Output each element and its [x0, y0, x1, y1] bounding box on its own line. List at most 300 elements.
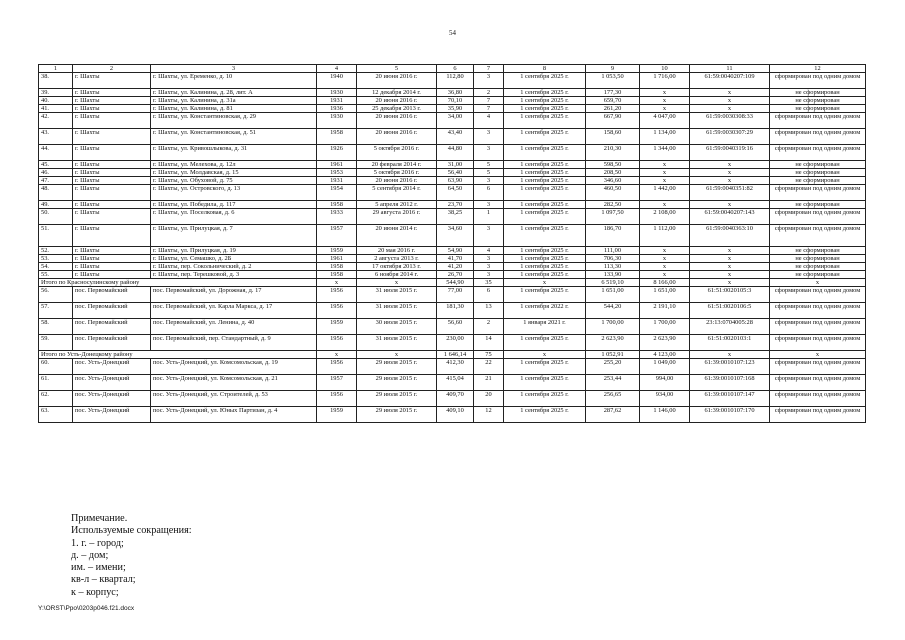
table-cell: 177,30	[586, 89, 640, 97]
column-header: 1	[39, 65, 73, 73]
table-cell: 1957	[317, 375, 357, 391]
table-cell: 50.	[39, 209, 73, 225]
total-cell: х	[357, 351, 437, 359]
table-cell: 544,20	[586, 303, 640, 319]
total-cell: х	[504, 279, 586, 287]
table-cell: 1956	[317, 335, 357, 351]
table-header-row	[39, 65, 866, 73]
table-cell: г. Шахты	[73, 209, 151, 225]
table-cell: пос. Усть-Донецкий	[73, 359, 151, 375]
table-cell: 1936	[317, 105, 357, 113]
table-cell: 253,44	[586, 375, 640, 391]
table-cell: 1953	[317, 169, 357, 177]
table-cell: 3	[474, 271, 504, 279]
table-cell: 1 сентября 2025 г.	[504, 129, 586, 145]
table-cell: г. Шахты, ул. Кривошлыкова, д. 31	[151, 145, 317, 161]
table-cell: 1 442,00	[640, 185, 690, 201]
table-cell: х	[640, 105, 690, 113]
table-cell: сформирован под одним домом	[770, 145, 866, 161]
table-cell: 36,80	[437, 89, 474, 97]
table-cell: 6	[474, 185, 504, 201]
table-cell: 1 651,00	[586, 287, 640, 303]
table-cell: 61:51:0020103:1	[690, 335, 770, 351]
table-cell: х	[640, 201, 690, 209]
table-cell: 1 сентября 2025 г.	[504, 185, 586, 201]
table-cell: 1940	[317, 73, 357, 89]
table-cell: г. Шахты, ул. Мелехова, д. 12л	[151, 161, 317, 169]
table-cell: 29 июля 2015 г.	[357, 407, 437, 423]
table-row	[39, 161, 866, 169]
table-cell: сформирован под одним домом	[770, 185, 866, 201]
table-cell: 22	[474, 359, 504, 375]
table-cell: пос. Первомайский, пер. Стандартный, д. 9	[151, 335, 317, 351]
table-cell: 41,70	[437, 255, 474, 263]
total-cell: х	[357, 279, 437, 287]
table-cell: г. Шахты, ул. Победила, д. 117	[151, 201, 317, 209]
table-row	[39, 263, 866, 271]
table-cell: 20 февраля 2014 г.	[357, 161, 437, 169]
table-cell: г. Шахты	[73, 247, 151, 255]
table-row	[39, 303, 866, 319]
notes-item: им. – имени;	[71, 562, 126, 574]
table-cell: 282,50	[586, 201, 640, 209]
notes-item: д. – дом;	[71, 549, 109, 561]
notes-item: кв-л – квартал;	[71, 574, 136, 586]
table-cell: 3	[474, 201, 504, 209]
table-cell: 31 июля 2015 г.	[357, 287, 437, 303]
table-cell: 43,40	[437, 129, 474, 145]
table-cell: х	[690, 105, 770, 113]
table-cell: 20 июня 2016 г.	[357, 73, 437, 89]
table-cell: 112,80	[437, 73, 474, 89]
table-cell: 29 июля 2015 г.	[357, 359, 437, 375]
table-cell: пос. Первомайский	[73, 335, 151, 351]
table-cell: 61:51:0020106:5	[690, 303, 770, 319]
table-cell: 186,70	[586, 225, 640, 247]
table-cell: не сформирован	[770, 97, 866, 105]
table-cell: г. Шахты	[73, 185, 151, 201]
table-cell: 61:39:0010107:170	[690, 407, 770, 423]
table-cell: г. Шахты	[73, 271, 151, 279]
table-cell: 64,50	[437, 185, 474, 201]
table-cell: 56,40	[437, 169, 474, 177]
table-cell: г. Шахты	[73, 105, 151, 113]
table-cell: 1956	[317, 359, 357, 375]
table-cell: не сформирован	[770, 89, 866, 97]
table-cell: 1958	[317, 263, 357, 271]
table-cell: х	[690, 263, 770, 271]
table-cell: сформирован под одним домом	[770, 73, 866, 89]
table-cell: 4	[474, 247, 504, 255]
table-cell: 4	[474, 113, 504, 129]
table-cell: 256,65	[586, 391, 640, 407]
table-cell: 38.	[39, 73, 73, 89]
table-cell: 29 июля 2015 г.	[357, 375, 437, 391]
table-cell: 706,30	[586, 255, 640, 263]
table-cell: 7	[474, 105, 504, 113]
table-cell: 6	[474, 287, 504, 303]
table-cell: 1958	[317, 201, 357, 209]
total-cell: х	[690, 351, 770, 359]
table-cell: 2 августа 2013 г.	[357, 255, 437, 263]
table-cell: 2	[474, 319, 504, 335]
table-cell: 5	[474, 161, 504, 169]
table-cell: 31 июля 2015 г.	[357, 335, 437, 351]
table-cell: 667,90	[586, 113, 640, 129]
table-cell: 133,90	[586, 271, 640, 279]
table-cell: 23,70	[437, 201, 474, 209]
table-cell: г. Шахты	[73, 89, 151, 97]
table-cell: 1931	[317, 177, 357, 185]
table-cell: 13	[474, 303, 504, 319]
table-row	[39, 97, 866, 105]
table-cell: сформирован под одним домом	[770, 129, 866, 145]
column-header: 7	[474, 65, 504, 73]
table-cell: 14	[474, 335, 504, 351]
table-cell: 181,30	[437, 303, 474, 319]
table-cell: 40.	[39, 97, 73, 105]
table-cell: 1926	[317, 145, 357, 161]
table-cell: г. Шахты	[73, 129, 151, 145]
table-cell: г. Шахты	[73, 73, 151, 89]
table-cell: 1 146,00	[640, 407, 690, 423]
notes-title: Примечание.	[71, 513, 128, 524]
table-cell: пос. Усть-Донецкий	[73, 391, 151, 407]
table-cell: х	[640, 271, 690, 279]
table-cell: 4 047,00	[640, 113, 690, 129]
table-cell: 46.	[39, 169, 73, 177]
table-cell: 3	[474, 145, 504, 161]
table-cell: 20 мая 2016 г.	[357, 247, 437, 255]
table-cell: 1959	[317, 247, 357, 255]
column-header: 5	[357, 65, 437, 73]
table-cell: х	[690, 89, 770, 97]
table-cell: сформирован под одним домом	[770, 113, 866, 129]
total-cell: 544,90	[437, 279, 474, 287]
table-cell: г. Шахты	[73, 225, 151, 247]
table-cell: х	[690, 271, 770, 279]
table-cell: 61:59:0040319:16	[690, 145, 770, 161]
table-cell: 1 049,00	[640, 359, 690, 375]
table-cell: 31,00	[437, 161, 474, 169]
table-cell: г. Шахты	[73, 177, 151, 185]
notes-item: к – корпус;	[71, 586, 119, 598]
table-cell: 1 134,00	[640, 129, 690, 145]
table-cell: пос. Усть-Донецкий, ул. Юных Партизан, д. 4	[151, 407, 317, 423]
table-cell: г. Шахты, ул. Островского, д. 13	[151, 185, 317, 201]
table-cell: 230,00	[437, 335, 474, 351]
table-cell: г. Шахты, ул. Еременко, д. 10	[151, 73, 317, 89]
table-cell: 158,60	[586, 129, 640, 145]
table-cell: 20 июня 2014 г.	[357, 225, 437, 247]
total-cell: 8 166,00	[640, 279, 690, 287]
table-cell: г. Шахты	[73, 169, 151, 177]
table-cell: 1 сентября 2025 г.	[504, 335, 586, 351]
total-cell: х	[690, 279, 770, 287]
table-cell: г. Шахты, ул. Калинина, д. 31а	[151, 97, 317, 105]
table-cell: 261,20	[586, 105, 640, 113]
table-cell: г. Шахты, ул. Поселковая, д. 6	[151, 209, 317, 225]
table-cell: х	[640, 161, 690, 169]
table-row	[39, 319, 866, 335]
table-cell: 56,60	[437, 319, 474, 335]
table-cell: х	[690, 97, 770, 105]
table-row	[39, 89, 866, 97]
table-cell: 61:39:0010107:123	[690, 359, 770, 375]
table-cell: 61:59:0040207:109	[690, 73, 770, 89]
table-cell: г. Шахты, пер. Сокольнический, д. 2	[151, 263, 317, 271]
table-cell: 255,20	[586, 359, 640, 375]
table-cell: 412,30	[437, 359, 474, 375]
table-cell: 1959	[317, 319, 357, 335]
table-cell: пос. Первомайский, ул. Дорожная, д. 17	[151, 287, 317, 303]
table-cell: 1961	[317, 161, 357, 169]
table-cell: 1 сентября 2025 г.	[504, 391, 586, 407]
table-cell: г. Шахты, пер. Терешковой, д. 3	[151, 271, 317, 279]
table-cell: не сформирован	[770, 169, 866, 177]
table-cell: 39.	[39, 89, 73, 97]
table-cell: 5 октября 2016 г.	[357, 145, 437, 161]
table-cell: сформирован под одним домом	[770, 335, 866, 351]
table-cell: г. Шахты	[73, 145, 151, 161]
table-cell: 5	[474, 169, 504, 177]
table-cell: не сформирован	[770, 161, 866, 169]
table-cell: 47.	[39, 177, 73, 185]
table-cell: 3	[474, 73, 504, 89]
table-cell: 1	[474, 209, 504, 225]
table-cell: не сформирован	[770, 105, 866, 113]
table-cell: х	[690, 201, 770, 209]
table-cell: 54,90	[437, 247, 474, 255]
column-header: 12	[770, 65, 866, 73]
table-cell: пос. Первомайский, ул. Карла Маркса, д. 17	[151, 303, 317, 319]
table-cell: 61:59:0030308:33	[690, 113, 770, 129]
table-cell: 61:59:0040363:10	[690, 225, 770, 247]
table-cell: 45.	[39, 161, 73, 169]
table-cell: 31 июля 2015 г.	[357, 303, 437, 319]
table-row	[39, 105, 866, 113]
table-cell: 2 623,90	[586, 335, 640, 351]
table-cell: 20	[474, 391, 504, 407]
table-cell: 3	[474, 225, 504, 247]
table-cell: 20 июня 2016 г.	[357, 97, 437, 105]
table-cell: сформирован под одним домом	[770, 319, 866, 335]
column-header: 9	[586, 65, 640, 73]
table-cell: пос. Усть-Донецкий, ул. Комсомольская, д. 19	[151, 359, 317, 375]
table-cell: сформирован под одним домом	[770, 359, 866, 375]
table-cell: 5 октября 2016 г.	[357, 169, 437, 177]
table-cell: 61.	[39, 375, 73, 391]
table-cell: 415,04	[437, 375, 474, 391]
column-header: 10	[640, 65, 690, 73]
housing-table	[38, 64, 866, 423]
table-cell: г. Шахты	[73, 113, 151, 129]
table-cell: 1 сентября 2025 г.	[504, 359, 586, 375]
table-cell: 34,60	[437, 225, 474, 247]
table-cell: 20 июня 2016 г.	[357, 129, 437, 145]
table-cell: пос. Усть-Донецкий, ул. Комсомольская, д. 21	[151, 375, 317, 391]
table-cell: г. Шахты, ул. Молдавская, д. 15	[151, 169, 317, 177]
table-cell: 63,90	[437, 177, 474, 185]
table-cell: 287,62	[586, 407, 640, 423]
table-row	[39, 335, 866, 351]
page-number: 54	[449, 29, 456, 37]
table-cell: 56.	[39, 287, 73, 303]
table-cell: 1961	[317, 255, 357, 263]
column-header: 6	[437, 65, 474, 73]
table-cell: 35,90	[437, 105, 474, 113]
table-cell: х	[640, 247, 690, 255]
table-cell: 70,10	[437, 97, 474, 105]
total-label: Итого по Красносулинскому району	[39, 279, 317, 287]
table-cell: 34,00	[437, 113, 474, 129]
table-cell: 409,10	[437, 407, 474, 423]
total-cell: х	[317, 351, 357, 359]
table-cell: 1 сентября 2025 г.	[504, 255, 586, 263]
table-cell: 1956	[317, 287, 357, 303]
table-cell: 994,00	[640, 375, 690, 391]
table-row	[39, 113, 866, 129]
table-cell: 61:39:0010107:168	[690, 375, 770, 391]
table-cell: 42.	[39, 113, 73, 129]
table-cell: 1 сентября 2025 г.	[504, 73, 586, 89]
table-cell: пос. Первомайский, ул. Ленина, д. 40	[151, 319, 317, 335]
table-cell: 1 сентября 2025 г.	[504, 169, 586, 177]
table-cell: сформирован под одним домом	[770, 209, 866, 225]
table-cell: 1 сентября 2025 г.	[504, 105, 586, 113]
table-cell: 17 октября 2013 г.	[357, 263, 437, 271]
table-cell: 1 января 2021 г.	[504, 319, 586, 335]
table-cell: г. Шахты, ул. Обуховой, д. 75	[151, 177, 317, 185]
table-row	[39, 129, 866, 145]
table-row	[39, 247, 866, 255]
table-cell: г. Шахты, ул. Константиновская, д. 51	[151, 129, 317, 145]
table-cell: г. Шахты	[73, 97, 151, 105]
table-cell: 29 июля 2015 г.	[357, 391, 437, 407]
table-cell: 1958	[317, 129, 357, 145]
table-row	[39, 185, 866, 201]
table-cell: 52.	[39, 247, 73, 255]
table-cell: сформирован под одним домом	[770, 407, 866, 423]
table-cell: пос. Усть-Донецкий, ул. Строителей, д. 53	[151, 391, 317, 407]
table-row	[39, 287, 866, 303]
table-cell: 1 сентября 2022 г.	[504, 303, 586, 319]
table-cell: 1 сентября 2025 г.	[504, 375, 586, 391]
table-cell: 1 сентября 2025 г.	[504, 225, 586, 247]
table-cell: х	[640, 89, 690, 97]
table-cell: 1 700,00	[586, 319, 640, 335]
table-row	[39, 407, 866, 423]
table-cell: 44,80	[437, 145, 474, 161]
table-cell: 41.	[39, 105, 73, 113]
column-header: 3	[151, 65, 317, 73]
table-cell: г. Шахты, ул. Прилуцкая, д. 19	[151, 247, 317, 255]
table-cell: 12 декабря 2014 г.	[357, 89, 437, 97]
table-cell: 460,50	[586, 185, 640, 201]
table-cell: 30 июля 2015 г.	[357, 319, 437, 335]
table-cell: г. Шахты	[73, 201, 151, 209]
table-cell: не сформирован	[770, 255, 866, 263]
table-row	[39, 73, 866, 89]
table-cell: сформирован под одним домом	[770, 225, 866, 247]
table-cell: 1 112,00	[640, 225, 690, 247]
notes-block	[71, 513, 192, 599]
table-cell: 1 700,00	[640, 319, 690, 335]
total-cell: 4 123,00	[640, 351, 690, 359]
table-cell: х	[690, 247, 770, 255]
table-cell: 111,00	[586, 247, 640, 255]
table-cell: 55.	[39, 271, 73, 279]
table-cell: г. Шахты, ул. Калинина, д. 28, лит. А	[151, 89, 317, 97]
table-cell: 3	[474, 255, 504, 263]
table-cell: 23:13:0704005:28	[690, 319, 770, 335]
total-cell: х	[770, 279, 866, 287]
table-cell: х	[690, 177, 770, 185]
table-cell: 3	[474, 129, 504, 145]
table-row	[39, 359, 866, 375]
table-row	[39, 375, 866, 391]
table-cell: не сформирован	[770, 177, 866, 185]
column-header: 2	[73, 65, 151, 73]
table-cell: 1 сентября 2025 г.	[504, 161, 586, 169]
table-cell: г. Шахты, ул. Константиновская, д. 29	[151, 113, 317, 129]
table-cell: г. Шахты, ул. Семашко, д. 2Б	[151, 255, 317, 263]
table-cell: пос. Усть-Донецкий	[73, 407, 151, 423]
table-row	[39, 169, 866, 177]
table-cell: 61:59:0030307:29	[690, 129, 770, 145]
table-cell: 54.	[39, 263, 73, 271]
total-cell: 75	[474, 351, 504, 359]
table-cell: 48.	[39, 185, 73, 201]
table-cell: 1 344,00	[640, 145, 690, 161]
total-cell: х	[504, 351, 586, 359]
table-cell: 1 сентября 2025 г.	[504, 177, 586, 185]
table-cell: 61:59:0040351:82	[690, 185, 770, 201]
table-cell: 1957	[317, 225, 357, 247]
column-header: 4	[317, 65, 357, 73]
table-cell: 3	[474, 177, 504, 185]
table-cell: 58.	[39, 319, 73, 335]
table-cell: 1958	[317, 271, 357, 279]
table-cell: 29 августа 2016 г.	[357, 209, 437, 225]
table-cell: 934,00	[640, 391, 690, 407]
table-cell: х	[640, 97, 690, 105]
total-cell: 6 519,10	[586, 279, 640, 287]
table-cell: 63.	[39, 407, 73, 423]
table-cell: сформирован под одним домом	[770, 287, 866, 303]
table-cell: 1930	[317, 113, 357, 129]
table-cell: 1 сентября 2025 г.	[504, 407, 586, 423]
table-cell: 113,30	[586, 263, 640, 271]
table-cell: 20 июня 2016 г.	[357, 113, 437, 129]
table-cell: х	[640, 177, 690, 185]
table-cell: не сформирован	[770, 201, 866, 209]
table-cell: 1 сентября 2025 г.	[504, 247, 586, 255]
footer-file-path: Y:\ORST\Ppo\0203p046.f21.docx	[38, 605, 135, 612]
table-cell: 1956	[317, 391, 357, 407]
table-cell: х	[690, 255, 770, 263]
table-cell: 1 сентября 2025 г.	[504, 89, 586, 97]
table-cell: пос. Первомайский	[73, 319, 151, 335]
table-row	[39, 271, 866, 279]
table-cell: 1 651,00	[640, 287, 690, 303]
table-cell: г. Шахты	[73, 255, 151, 263]
table-cell: 210,30	[586, 145, 640, 161]
table-cell: 1956	[317, 303, 357, 319]
total-cell: 35	[474, 279, 504, 287]
column-header: 8	[504, 65, 586, 73]
table-cell: 61:39:0010107:147	[690, 391, 770, 407]
